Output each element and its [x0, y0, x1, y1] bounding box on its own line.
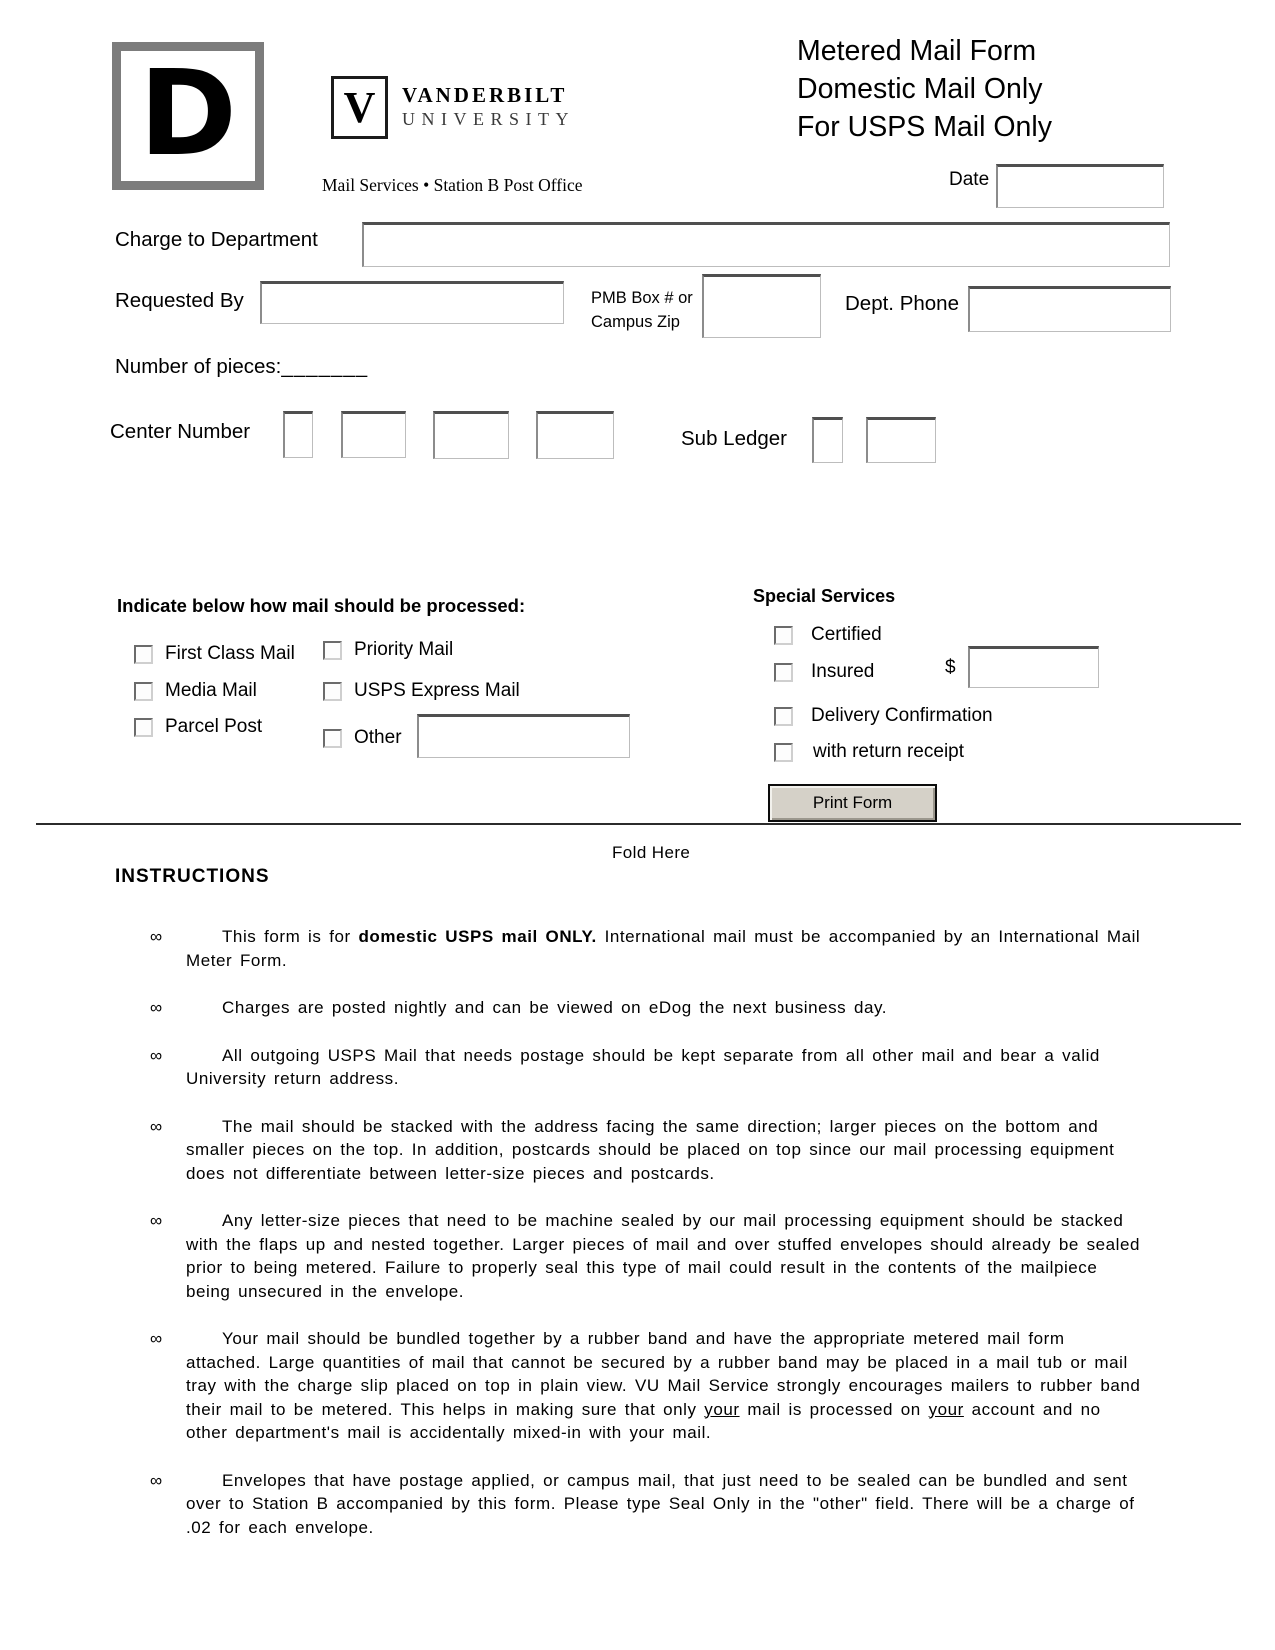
infinity-bullet-icon: ∞: [150, 998, 163, 1017]
priority-mail-checkbox[interactable]: [323, 641, 342, 660]
processing-heading: Indicate below how mail should be processed:: [117, 595, 526, 616]
infinity-bullet-icon: ∞: [150, 1211, 163, 1230]
insured-amount-input[interactable]: [968, 646, 1099, 688]
d-monogram-logo: [112, 42, 264, 190]
center-number-box-1[interactable]: [283, 411, 313, 458]
vanderbilt-v-mark: V: [343, 82, 376, 132]
dept-phone-label: Dept. Phone: [845, 292, 959, 315]
return-receipt-option: [774, 741, 964, 763]
instructions-list: [150, 925, 1145, 1563]
form-title-line1: Metered Mail Form: [797, 35, 1037, 67]
instruction-text: Your mail should be bundled together by a rubber band and have the appropriate metered mail form attached. Large quantities of mail that cannot be secured by a rubber band may be placed in a mail tub or mail tray with the charge slip placed on top in plain view. VU Mail Service strongly encourages mailers to rubber band their mail to be metered. This helps in making sure that only your mail is processed on your account and no other department's mail is accidentally mixed-in with your mail.: [186, 1329, 1141, 1442]
parcel-post-label: Parcel Post: [165, 716, 263, 737]
certified-checkbox[interactable]: [774, 626, 793, 645]
insured-checkbox[interactable]: [774, 663, 793, 682]
instructions-heading: INSTRUCTIONS: [115, 866, 270, 887]
certified-label: Certified: [811, 624, 882, 645]
other-checkbox[interactable]: [323, 729, 342, 748]
return-receipt-checkbox[interactable]: [774, 743, 793, 762]
number-of-pieces-blank: _______: [281, 355, 369, 378]
instruction-item: [150, 925, 1145, 972]
return-receipt-label: with return receipt: [813, 741, 965, 762]
delivery-confirmation-option: [774, 705, 993, 727]
parcel-post-checkbox[interactable]: [134, 718, 153, 737]
media-mail-option: [134, 680, 257, 702]
pmb-box-label: [591, 286, 693, 334]
sub-ledger-box-2[interactable]: [866, 417, 936, 463]
insured-label: Insured: [811, 661, 875, 682]
priority-mail-label: Priority Mail: [354, 639, 454, 660]
usps-express-mail-option: [323, 680, 520, 702]
instruction-text: This form is for domestic USPS mail ONLY. International mail must be accompanied by an International Mail Meter Form.: [186, 927, 1141, 970]
form-title: [797, 32, 1052, 146]
media-mail-label: Media Mail: [165, 680, 257, 701]
usps-express-mail-checkbox[interactable]: [323, 682, 342, 701]
fold-here-label: Fold Here: [612, 843, 691, 862]
requested-by-label: Requested By: [115, 289, 244, 312]
instruction-item: [150, 996, 1145, 1020]
sub-ledger-box-1[interactable]: [812, 417, 843, 463]
infinity-bullet-icon: ∞: [150, 1045, 163, 1065]
priority-mail-option: [323, 639, 453, 661]
sub-ledger-label: Sub Ledger: [681, 427, 788, 450]
mail-services-line: Mail Services • Station B Post Office: [322, 175, 583, 195]
insured-option: [774, 661, 874, 683]
other-option: [323, 727, 402, 749]
charge-to-department-label: Charge to Department: [115, 228, 318, 251]
other-label: Other: [354, 727, 402, 748]
pmb-box-label-line2: Campus Zip: [591, 313, 680, 331]
instruction-item: [150, 1469, 1145, 1540]
form-title-line2: Domestic Mail Only: [797, 73, 1043, 105]
first-class-mail-option: [134, 643, 295, 665]
center-number-box-2[interactable]: [341, 411, 406, 458]
pmb-box-input[interactable]: [702, 274, 821, 338]
center-number-label: Center Number: [110, 420, 251, 443]
center-number-box-3[interactable]: [433, 411, 509, 459]
charge-to-department-input[interactable]: [362, 222, 1170, 267]
certified-option: [774, 624, 882, 646]
pmb-box-label-line1: PMB Box # or: [591, 289, 693, 307]
print-form-button[interactable]: Print Form: [768, 784, 937, 822]
dollar-sign: $: [945, 657, 956, 678]
date-label: Date: [949, 169, 990, 190]
university-name-line1: VANDERBILT: [402, 83, 568, 107]
instruction-text: All outgoing USPS Mail that needs postage should be kept separate from all other mail and bear a valid University return address.: [186, 1045, 1100, 1088]
usps-express-mail-label: USPS Express Mail: [354, 680, 520, 701]
instruction-item: [150, 1044, 1145, 1091]
d-monogram-letter: D: [139, 44, 237, 182]
infinity-bullet-icon: ∞: [150, 1329, 163, 1348]
media-mail-checkbox[interactable]: [134, 682, 153, 701]
special-services-heading: Special Services: [753, 586, 896, 606]
instruction-item: [150, 1209, 1145, 1303]
infinity-bullet-icon: ∞: [150, 1116, 163, 1136]
fold-line-divider: [36, 823, 1241, 825]
instruction-text: The mail should be stacked with the address facing the same direction; larger pieces on the bottom and smaller pieces on the top. In addition, postcards should be placed on top since our mail processing equipment does not differentiate between letter-size pieces and postcards.: [186, 1116, 1115, 1183]
center-number-box-4[interactable]: [536, 411, 614, 459]
first-class-mail-checkbox[interactable]: [134, 645, 153, 664]
vanderbilt-shield-icon: [331, 76, 388, 139]
form-title-line3: For USPS Mail Only: [797, 111, 1052, 143]
instruction-text: Envelopes that have postage applied, or campus mail, that just need to be sealed can be bundled and sent over to Station B accompanied by this form. Please type Seal Only in the "other" field. There will be a charge of .02 for each envelope.: [186, 1470, 1135, 1537]
dept-phone-input[interactable]: [968, 286, 1171, 332]
instruction-text: Any letter-size pieces that need to be machine sealed by our mail processing equipment should be stacked with the flaps up and nested together. Larger pieces of mail and over stuffed envelopes should already be sealed prior to being metered. Failure to properly seal this type of mail could result in the contents of the mailpiece being unsecured in the envelope.: [186, 1211, 1141, 1301]
requested-by-input[interactable]: [260, 281, 564, 324]
delivery-confirmation-checkbox[interactable]: [774, 707, 793, 726]
number-of-pieces: [115, 355, 368, 379]
delivery-confirmation-label: Delivery Confirmation: [811, 705, 993, 726]
university-name-line2: UNIVERSITY: [402, 109, 575, 129]
instruction-item: [150, 1115, 1145, 1186]
number-of-pieces-label: Number of pieces:: [115, 355, 282, 378]
date-input[interactable]: [996, 164, 1164, 208]
infinity-bullet-icon: ∞: [150, 927, 163, 946]
parcel-post-option: [134, 716, 262, 738]
instruction-item: [150, 1327, 1145, 1445]
other-input[interactable]: [417, 714, 630, 758]
instruction-text: Charges are posted nightly and can be viewed on eDog the next business day.: [222, 998, 888, 1017]
infinity-bullet-icon: ∞: [150, 1470, 163, 1490]
first-class-mail-label: First Class Mail: [165, 643, 295, 664]
